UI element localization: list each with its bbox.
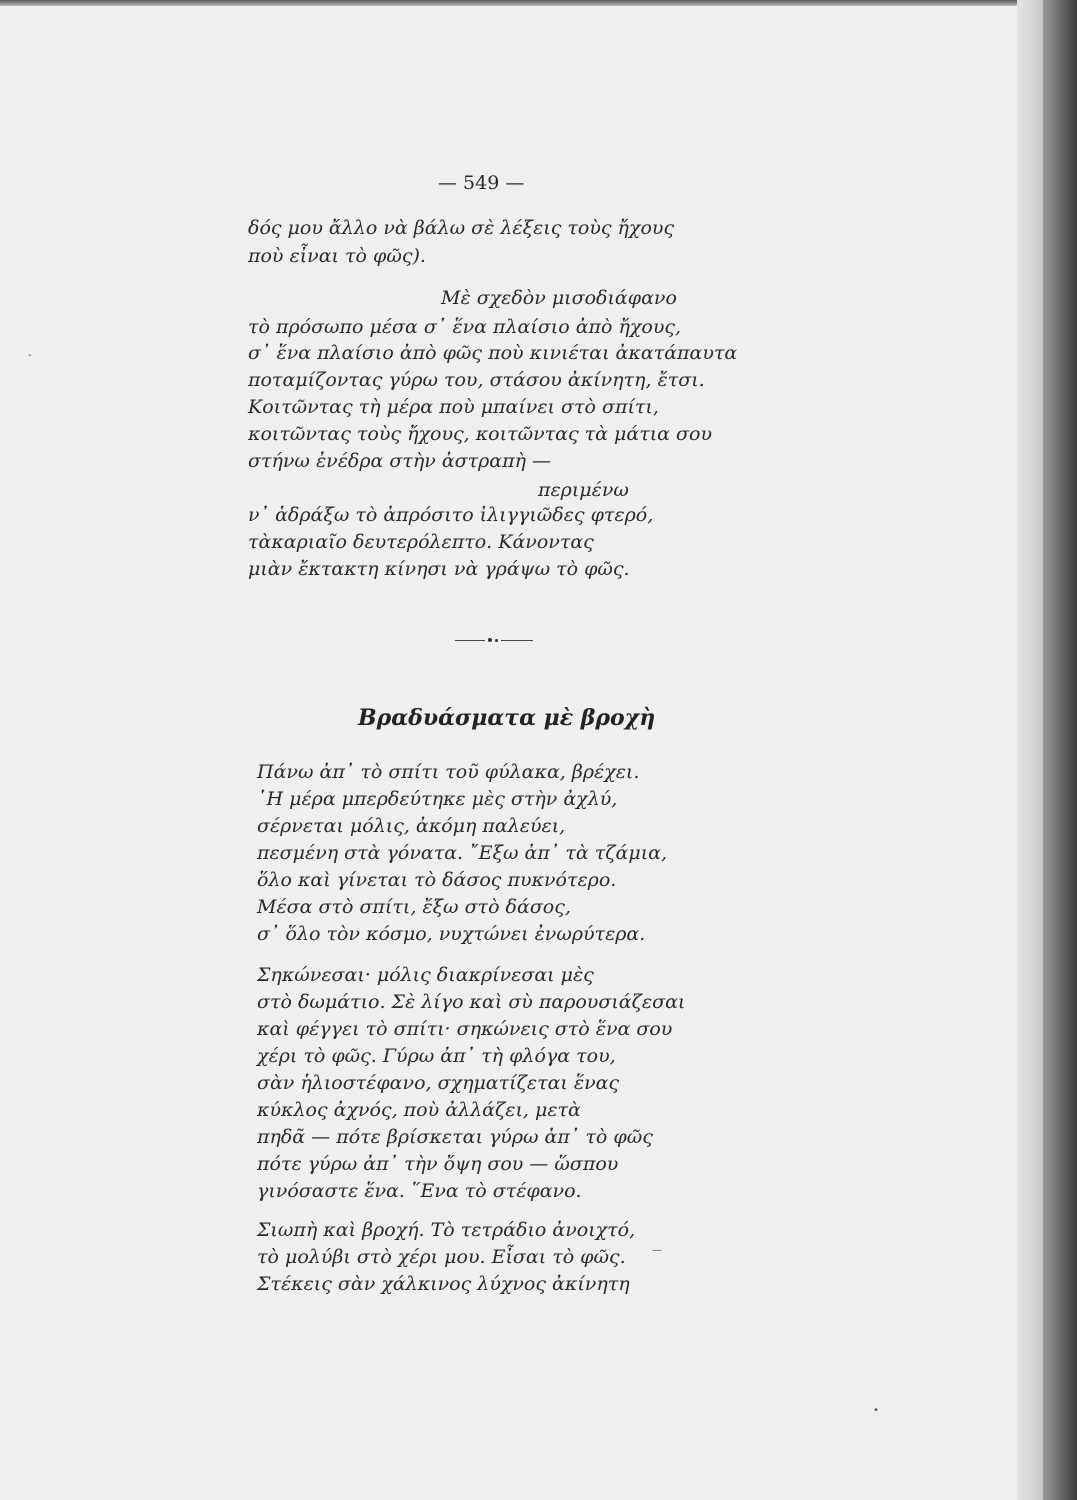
text-line: σ᾿ ἕνα πλαίσιο ἀπὸ φῶς ποὺ κινιέται ἀκατάπαυτα <box>248 342 738 364</box>
text-line: μιὰν ἔκτακτη κίνησι νὰ γράψω τὸ φῶς. <box>248 558 630 580</box>
text-line: τὸ πρόσωπο μέσα σ᾿ ἕνα πλαίσιο ἀπὸ ἤχους, <box>248 316 682 338</box>
text-line: ποταμίζοντας γύρω του, στάσου ἀκίνητη, ἔτσι. <box>248 369 705 391</box>
poem-line: Μέσα στὸ σπίτι, ἔξω στὸ δάσος, <box>257 896 571 918</box>
poem-line: καὶ φέγγει τὸ σπίτι· σηκώνεις στὸ ἕνα σου <box>257 1018 673 1040</box>
poem-line: πηδᾶ — πότε βρίσκεται γύρω ἀπ᾿ τὸ φῶς <box>257 1126 653 1148</box>
section-divider-ornament <box>455 637 533 643</box>
margin-speck: • <box>873 1405 879 1416</box>
text-line: ποὺ εἶναι τὸ φῶς). <box>248 245 426 267</box>
text-line: Κοιτῶντας τὴ μέρα ποὺ μπαίνει στὸ σπίτι, <box>248 396 659 418</box>
text-line: τὰκαριαῖο δευτερόλεπτο. Κάνοντας <box>248 531 594 553</box>
poem-title: Βραδυάσματα μὲ βροχὴ <box>358 705 656 731</box>
text-line: ν᾿ ἁδράξω τὸ ἀπρόσιτο ἰλιγγιῶδες φτερό, <box>248 504 654 526</box>
poem-line: κύκλος ἀχνός, ποὺ ἀλλάζει, μετὰ <box>257 1099 581 1121</box>
poem-line: ῾Η μέρα μπερδεύτηκε μὲς στὴν ἀχλύ, <box>257 788 618 810</box>
text-line: δός μου ἄλλο νὰ βάλω σὲ λέξεις τοὺς ἤχους <box>248 217 675 239</box>
text-line: κοιτῶντας τοὺς ἤχους, κοιτῶντας τὰ μάτια σου <box>248 423 712 445</box>
margin-speck: - <box>28 350 32 361</box>
text-line: Μὲ σχεδὸν μισοδιάφανο <box>441 287 677 309</box>
poem-line: Στέκεις σὰν χάλκινος λύχνος ἀκίνητη <box>257 1273 630 1295</box>
poem-line: Πάνω ἀπ᾿ τὸ σπίτι τοῦ φύλακα, βρέχει. <box>257 761 640 783</box>
poem-line: Σηκώνεσαι· μόλις διακρίνεσαι μὲς <box>257 964 594 986</box>
poem-line: ὅλο καὶ γίνεται τὸ δάσος πυκνότερο. <box>257 869 617 891</box>
poem-line: Σιωπὴ καὶ βροχή. Τὸ τετράδιο ἀνοιχτό, <box>257 1219 636 1241</box>
poem-line: σὰν ἡλιοστέφανο, σχηματίζεται ἕνας <box>257 1072 620 1094</box>
poem-line: χέρι τὸ φῶς. Γύρω ἀπ᾿ τὴ φλόγα του, <box>257 1045 616 1067</box>
page-number: — 549 — <box>438 172 525 194</box>
page-binding-shadow <box>1043 0 1077 1500</box>
text-line: περιμένω <box>538 479 629 501</box>
poem-line: στὸ δωμάτιο. Σὲ λίγο καὶ σὺ παρουσιάζεσαι <box>257 991 686 1013</box>
poem-line: τὸ μολύβι στὸ χέρι μου. Εἶσαι τὸ φῶς. <box>257 1246 626 1268</box>
poem-line: σέρνεται μόλις, ἀκόμη παλεύει, <box>257 815 566 837</box>
poem-line: πεσμένη στὰ γόνατα. ῎Εξω ἀπ᾿ τὰ τζάμια, <box>257 842 668 864</box>
poem-line: πότε γύρω ἀπ᾿ τὴν ὄψη σου — ὥσπου <box>257 1153 619 1175</box>
poem-line: σ᾿ ὅλο τὸν κόσμο, νυχτώνει ἐνωρύτερα. <box>257 923 646 945</box>
poem-line: γινόσαστε ἕνα. ῞Ενα τὸ στέφανο. <box>257 1180 582 1202</box>
margin-speck: — <box>652 1245 662 1256</box>
page-top-edge-shadow <box>0 0 1040 6</box>
text-line: στήνω ἐνέδρα στὴν ἀστραπὴ — <box>248 450 552 472</box>
